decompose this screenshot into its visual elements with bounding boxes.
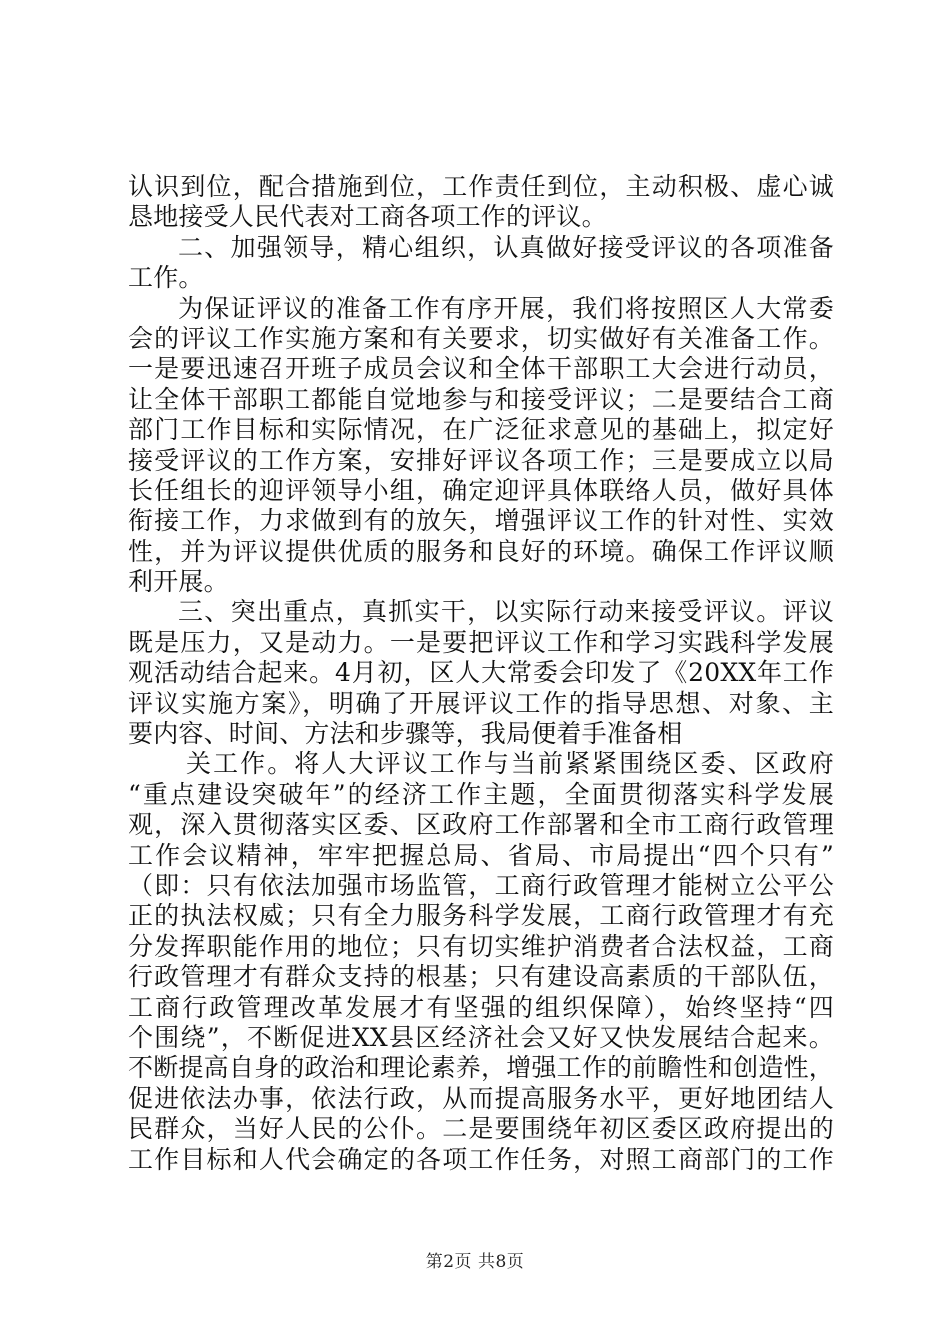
text-line: 长任组长的迎评领导小组，确定迎评具体联络人员，做好具体 (128, 475, 834, 505)
text-line: 观活动结合起来。4月初，区人大常委会印发了《20XX年工作 (128, 658, 834, 688)
text-line: 二、加强领导，精心组织，认真做好接受评议的各项准备 (178, 232, 834, 262)
text-line: 观，深入贯彻落实区委、区政府工作部署和全市工商行政管理 (128, 810, 834, 840)
text-line: 关工作。将人大评议工作与当前紧紧围绕区委、区政府 (186, 749, 834, 779)
text-line: 工商行政管理改革发展才有坚强的组织保障），始终坚持“四 (128, 992, 834, 1022)
text-line: （即：只有依法加强市场监管，工商行政管理才能树立公平公 (128, 870, 834, 900)
text-line: 工作会议精神，牢牢把握总局、省局、市局提出“四个只有” (128, 840, 834, 870)
text-line: 让全体干部职工都能自觉地参与和接受评议；二是要结合工商 (128, 384, 834, 414)
text-line: 工作目标和人代会确定的各项工作任务，对照工商部门的工作 (128, 1144, 834, 1174)
text-line: 既是压力，又是动力。一是要把评议工作和学习实践科学发展 (128, 627, 834, 657)
text-line: 工作。 (128, 263, 204, 293)
text-line: “重点建设突破年”的经济工作主题，全面贯彻落实科学发展 (128, 779, 834, 809)
text-line: 认识到位，配合措施到位，工作责任到位，主动积极、虚心诚 (128, 172, 834, 201)
text-line: 民群众，当好人民的公仆。二是要围绕年初区委区政府提出的 (128, 1114, 834, 1144)
text-line: 利开展。 (128, 567, 229, 597)
text-line: 性，并为评议提供优质的服务和良好的环境。确保工作评议顺 (128, 536, 834, 566)
text-line: 会的评议工作实施方案和有关要求，切实做好有关准备工作。 (128, 323, 834, 353)
text-line: 衔接工作，力求做到有的放矢，增强评议工作的针对性、实效 (128, 506, 834, 536)
text-line: 三、突出重点，真抓实干，以实际行动来接受评议。评议 (178, 597, 834, 627)
text-line: 行政管理才有群众支持的根基；只有建设高素质的干部队伍， (128, 962, 834, 992)
text-line: 为保证评议的准备工作有序开展，我们将按照区人大常委 (178, 293, 834, 323)
body-text (128, 172, 834, 1175)
text-line: 促进依法办事，依法行政，从而提高服务水平，更好地团结人 (128, 1083, 834, 1113)
text-line: 要内容、时间、方法和步骤等，我局便着手准备相 (128, 719, 683, 749)
text-line: 恳地接受人民代表对工商各项工作的评议。 (128, 202, 607, 232)
text-line: 个围绕”，不断促进XX县区经济社会又好又快发展结合起来。 (128, 1022, 834, 1052)
text-line: 正的执法权威；只有全力服务科学发展，工商行政管理才有充 (128, 901, 834, 931)
text-line: 部门工作目标和实际情况，在广泛征求意见的基础上，拟定好 (128, 415, 834, 445)
text-line: 接受评议的工作方案，安排好评议各项工作；三是要成立以局 (128, 445, 834, 475)
text-line: 不断提高自身的政治和理论素养，增强工作的前瞻性和创造性， (128, 1053, 834, 1083)
page-footer: 第2页 共8页 (425, 1252, 525, 1272)
text-line: 分发挥职能作用的地位；只有切实维护消费者合法权益，工商 (128, 931, 834, 961)
text-line: 一是要迅速召开班子成员会议和全体干部职工大会进行动员， (128, 354, 834, 384)
text-line: 评议实施方案》，明确了开展评议工作的指导思想、对象、主 (128, 688, 834, 718)
